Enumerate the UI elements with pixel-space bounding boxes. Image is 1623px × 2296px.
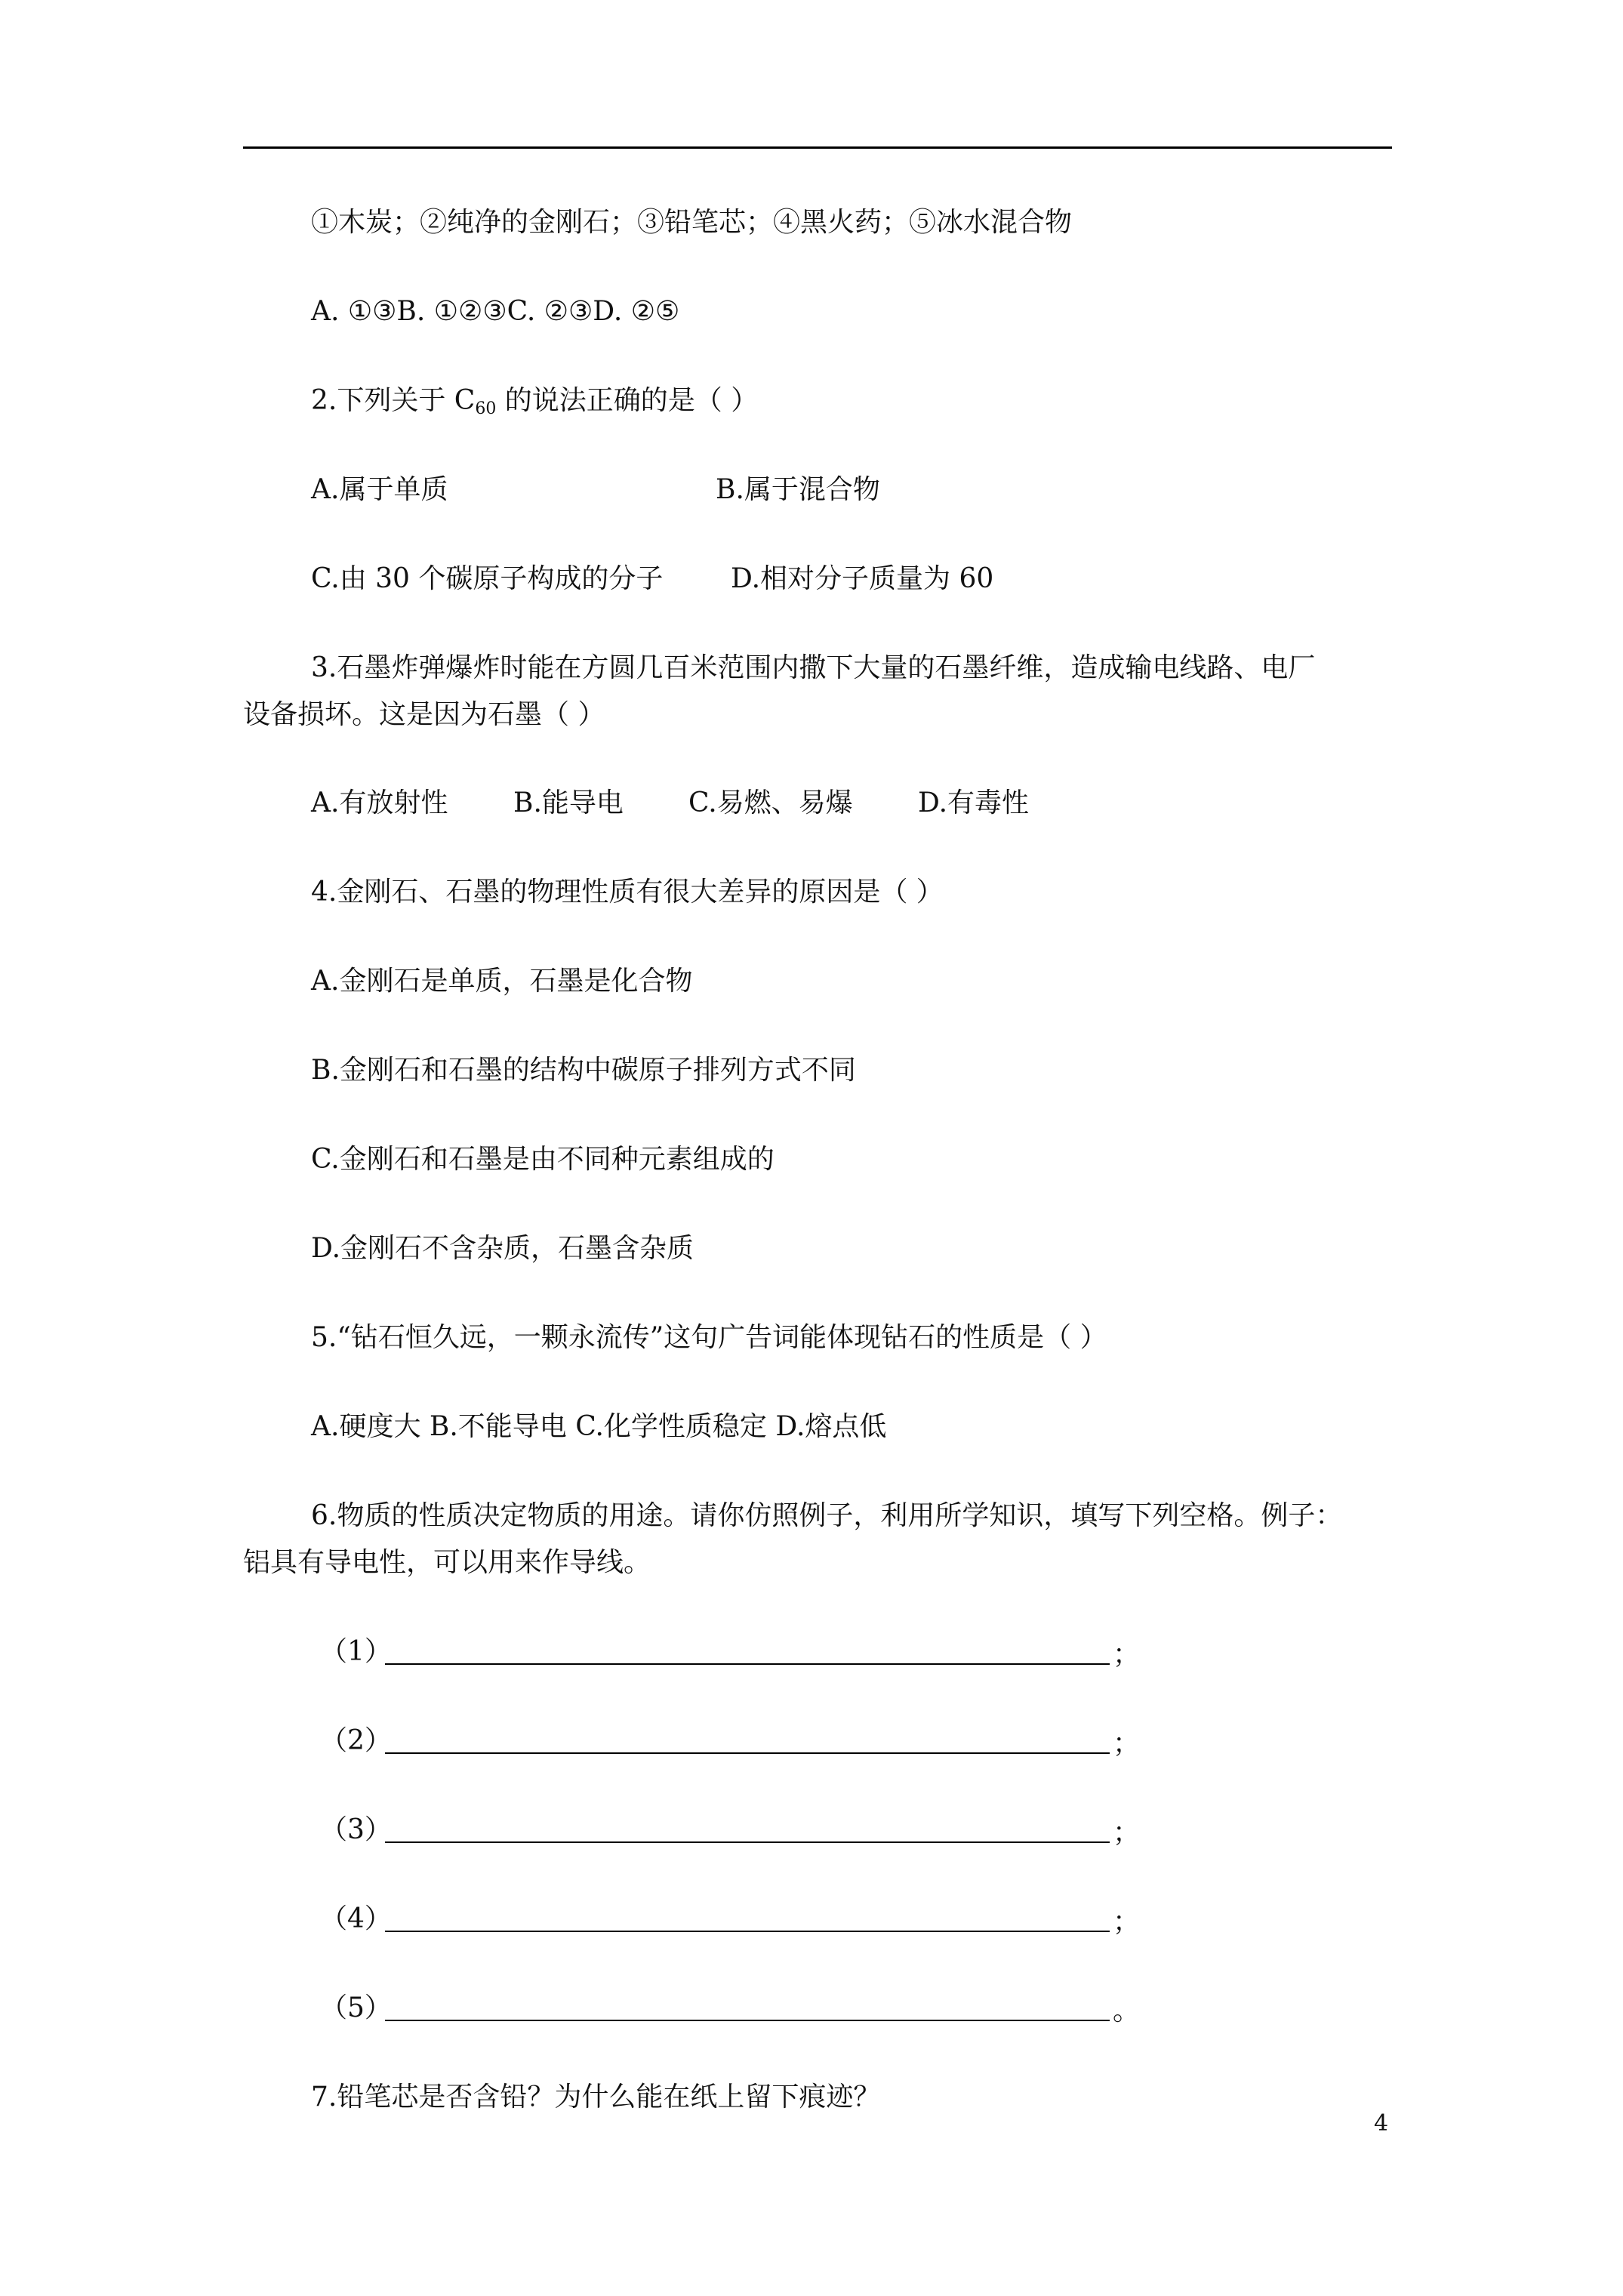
- q3-option-b: B.能导电: [513, 787, 624, 818]
- q6-stem-line2: 铝具有导电性，可以用来作导线。: [243, 1547, 651, 1578]
- q4-option-c: C.金刚石和石墨是由不同种元素组成的: [311, 1144, 775, 1175]
- q3-stem-line2: 设备损坏。这是因为石墨（ ）: [243, 699, 605, 730]
- q4-option-a: A.金刚石是单质，石墨是化合物: [311, 966, 693, 997]
- answer-line[interactable]: [385, 1752, 1110, 1754]
- q6-blank-end: ；: [1113, 1817, 1141, 1848]
- q6-blank-label: （2）: [320, 1725, 392, 1756]
- q4-option-d: D.金刚石不含杂质，石墨含杂质: [311, 1233, 694, 1264]
- q2-option-c: C.由 30 个碳原子构成的分子: [311, 563, 664, 594]
- q6-blank-label: （4）: [320, 1903, 392, 1934]
- q2-stem-before: 2.下列关于 C: [311, 385, 476, 416]
- answer-line[interactable]: [385, 1841, 1110, 1843]
- q6-blank-end: ；: [1113, 1906, 1141, 1937]
- q2-option-a: A.属于单质: [311, 474, 448, 505]
- q5-options: A.硬度大 B.不能导电 C.化学性质稳定 D.熔点低: [311, 1411, 887, 1442]
- q6-blank-end: 。: [1113, 1996, 1141, 2026]
- q1-options: A. ①③B. ①②③C. ②③D. ②⑤: [311, 296, 680, 327]
- header-rule: [243, 146, 1392, 149]
- q7-stem: 7.铅笔芯是否含铅？为什么能在纸上留下痕迹？: [311, 2082, 881, 2113]
- q6-blank-label: （1）: [320, 1636, 392, 1667]
- q5-stem: 5.“钻石恒久远，一颗永流传”这句广告词能体现钻石的性质是（ ）: [311, 1322, 1107, 1353]
- q2-stem-after: 的说法正确的是（ ）: [496, 385, 759, 416]
- q6-blank-end: ；: [1113, 1639, 1141, 1670]
- q2-stem: [311, 386, 758, 416]
- q3-option-a: A.有放射性: [311, 787, 448, 818]
- answer-line[interactable]: [385, 2020, 1110, 2021]
- page-number: 4: [1374, 2110, 1389, 2137]
- q3-stem-line1: 3.石墨炸弹爆炸时能在方圆几百米范围内撒下大量的石墨纤维，造成输电线路、电厂: [311, 652, 1316, 683]
- q2-option-d: D.相对分子质量为 60: [731, 563, 994, 594]
- q3-option-d: D.有毒性: [918, 787, 1030, 818]
- q2-option-b: B.属于混合物: [716, 474, 880, 505]
- intro-items: ①木炭；②纯净的金刚石；③铅笔芯；④黑火药；⑤冰水混合物: [311, 207, 1073, 238]
- q6-stem-line1: 6.物质的性质决定物质的用途。请你仿照例子，利用所学知识，填写下列空格。例子：: [311, 1500, 1343, 1531]
- q6-blank-end: ；: [1113, 1728, 1141, 1759]
- answer-line[interactable]: [385, 1931, 1110, 1932]
- answer-line[interactable]: [385, 1663, 1110, 1665]
- q3-option-c: C.易燃、易爆: [688, 787, 853, 818]
- q4-option-b: B.金刚石和石墨的结构中碳原子排列方式不同: [311, 1055, 856, 1086]
- q4-stem: 4.金刚石、石墨的物理性质有很大差异的原因是（ ）: [311, 877, 944, 908]
- q6-blank-label: （5）: [320, 1992, 392, 2023]
- q2-stem-subscript: 60: [475, 399, 497, 418]
- q6-blank-label: （3）: [320, 1814, 392, 1845]
